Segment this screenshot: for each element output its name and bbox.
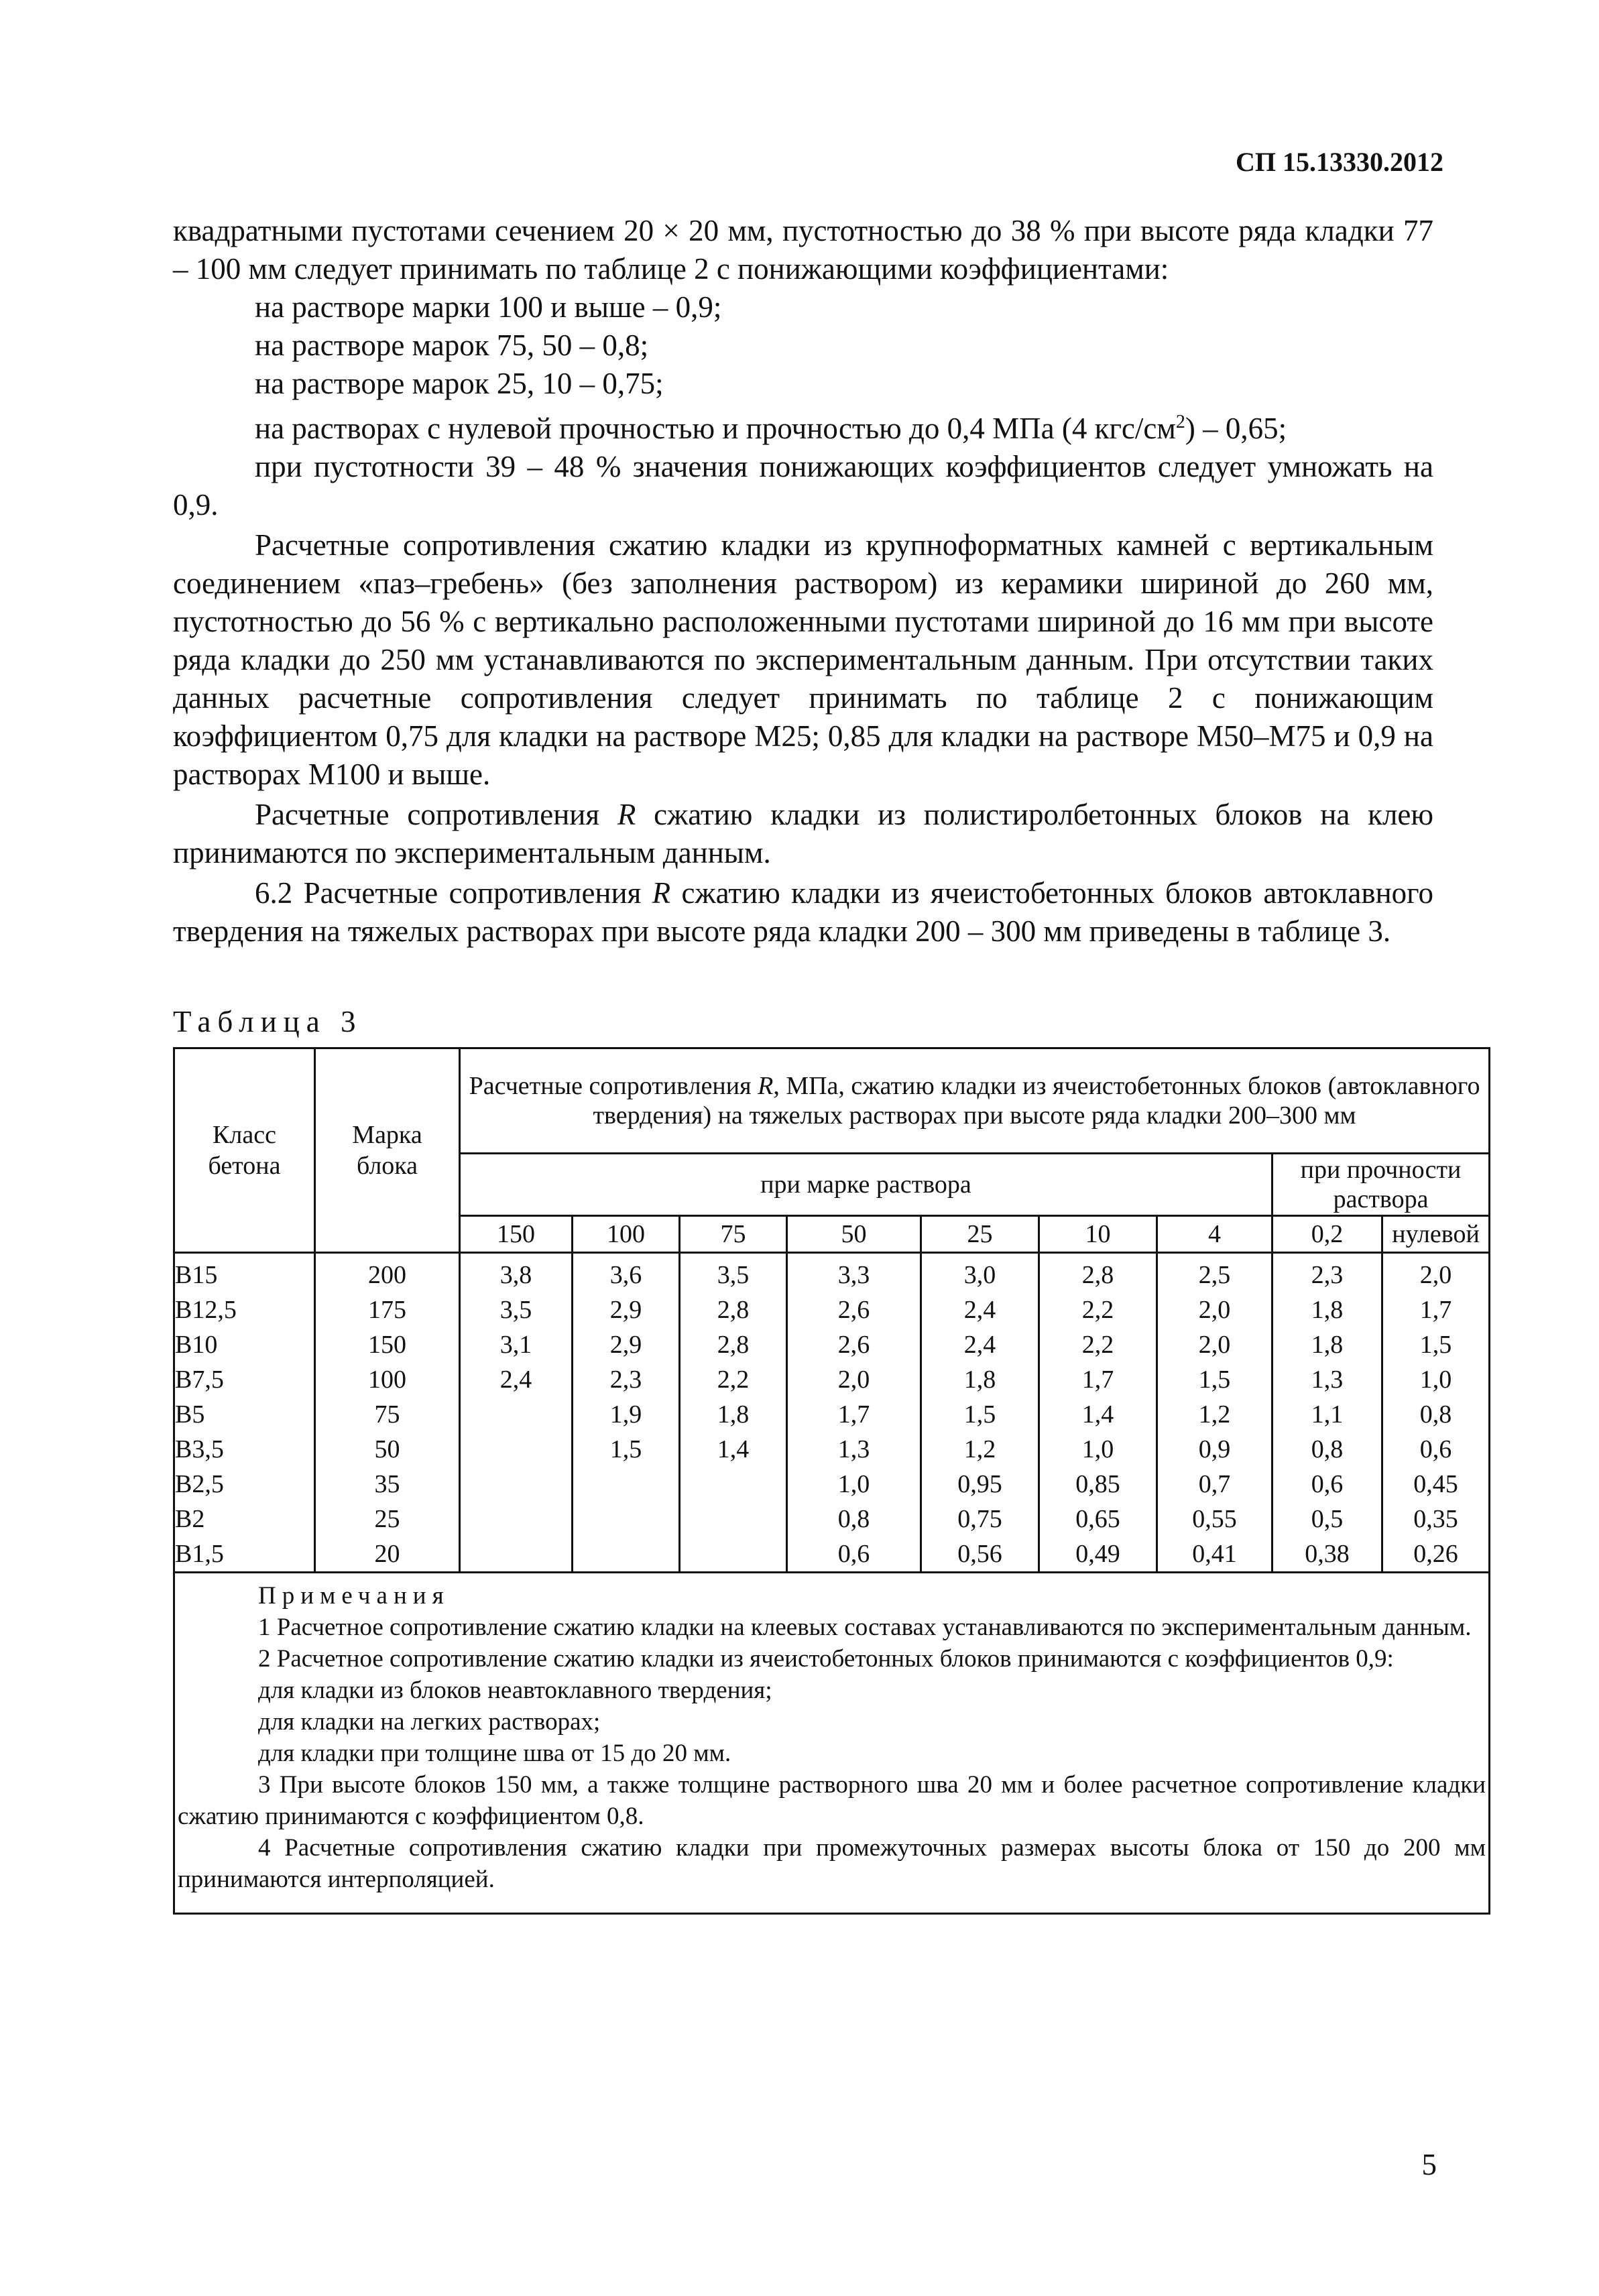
header-concrete-class: Класс бетона — [174, 1048, 315, 1253]
sub-header: 75 — [680, 1216, 787, 1253]
cell-resistance-value: 2,0 — [787, 1362, 921, 1397]
cell-concrete-class: В5 — [174, 1397, 315, 1432]
cell-resistance-value: 2,2 — [1039, 1292, 1157, 1327]
cell-block-mark: 20 — [315, 1536, 460, 1573]
cell-resistance-value: 0,35 — [1382, 1502, 1490, 1536]
coefficient-item-2: на растворе марок 75, 50 – 0,8; — [255, 328, 649, 362]
cell-resistance-value: 0,85 — [1039, 1467, 1157, 1502]
sub-header: 25 — [921, 1216, 1039, 1253]
cell-resistance-value: 1,0 — [1039, 1432, 1157, 1467]
cell-resistance-value: 3,3 — [787, 1253, 921, 1293]
cell-resistance-value: 2,4 — [921, 1292, 1039, 1327]
paragraph-3-end: сжатию кладки из полистиролбетонных блоков на клею принимаются по экспериментальным данным. — [173, 798, 1433, 869]
cell-resistance-value: 2,8 — [1039, 1253, 1157, 1293]
table-row — [174, 1362, 1490, 1397]
cell-resistance-value: 0,8 — [1382, 1397, 1490, 1432]
cell-resistance-value: 2,6 — [787, 1327, 921, 1362]
cell-resistance-value — [573, 1502, 680, 1536]
table-row — [174, 1292, 1490, 1327]
cell-resistance-value: 1,7 — [1039, 1362, 1157, 1397]
note-2: 2 Расчетное сопротивление сжатию кладки из ячеистобетонных блоков принимаются с коэффициентов 0,9: — [258, 1645, 1394, 1673]
cell-resistance-value: 2,5 — [1157, 1253, 1272, 1293]
cell-resistance-value: 0,8 — [1272, 1432, 1382, 1467]
paragraph-1: квадратными пустотами сечением 20 × 20 мм, пустотностью до 38 % при высоте ряда кладки 77 – 100 мм следует принимать по таблице 2 с понижающими коэффициентами: — [173, 214, 1433, 286]
cell-resistance-value: 0,49 — [1039, 1536, 1157, 1573]
cell-concrete-class: В2,5 — [174, 1467, 315, 1502]
cell-concrete-class: В7,5 — [174, 1362, 315, 1397]
cell-block-mark: 35 — [315, 1467, 460, 1502]
superscript: 2 — [1175, 412, 1185, 432]
cell-resistance-value: 2,3 — [573, 1362, 680, 1397]
cell-resistance-value: 0,6 — [787, 1536, 921, 1573]
cell-resistance-value: 0,65 — [1039, 1502, 1157, 1536]
cell-resistance-value: 1,3 — [787, 1432, 921, 1467]
cell-resistance-value — [680, 1502, 787, 1536]
cell-concrete-class: В10 — [174, 1327, 315, 1362]
cell-resistance-value: 2,6 — [787, 1292, 921, 1327]
cell-resistance-value: 0,26 — [1382, 1536, 1490, 1573]
document-code: СП 15.13330.2012 — [1236, 147, 1443, 177]
cell-resistance-value: 2,9 — [573, 1292, 680, 1327]
cell-resistance-value: 0,5 — [1272, 1502, 1382, 1536]
table-row — [174, 1536, 1490, 1573]
cell-resistance-value: 3,8 — [460, 1253, 573, 1293]
cell-resistance-value: 2,8 — [680, 1292, 787, 1327]
cell-resistance-value: 1,5 — [1157, 1362, 1272, 1397]
header-resistance-end: , МПа, сжатию кладки из ячеистобетонных блоков (автоклавного твердения) на тяжелых растворах при высоте ряда кладки 200–300 мм — [593, 1072, 1480, 1130]
note-2-item: для кладки на легких растворах; — [258, 1708, 601, 1736]
header-mortar-strength: при прочности раствора — [1272, 1154, 1490, 1216]
cell-resistance-value: 2,9 — [573, 1327, 680, 1362]
table-label: Таблица 3 — [173, 1005, 363, 1038]
cell-resistance-value: 0,56 — [921, 1536, 1039, 1573]
cell-resistance-value: 1,8 — [680, 1397, 787, 1432]
paragraph-3 — [173, 796, 1433, 872]
cell-resistance-value: 0,9 — [1157, 1432, 1272, 1467]
cell-block-mark: 25 — [315, 1502, 460, 1536]
cell-resistance-value: 0,6 — [1272, 1467, 1382, 1502]
notes-title: Примечания — [258, 1582, 450, 1610]
cell-resistance-value: 1,1 — [1272, 1397, 1382, 1432]
sub-header: 10 — [1039, 1216, 1157, 1253]
cell-resistance-value: 3,5 — [680, 1253, 787, 1293]
cell-block-mark: 150 — [315, 1327, 460, 1362]
cell-resistance-value — [460, 1467, 573, 1502]
cell-concrete-class: В2 — [174, 1502, 315, 1536]
cell-resistance-value: 0,75 — [921, 1502, 1039, 1536]
cell-resistance-value: 3,0 — [921, 1253, 1039, 1293]
page-number: 5 — [1421, 2148, 1437, 2181]
sub-header: нулевой — [1382, 1216, 1490, 1253]
cell-resistance-value: 1,2 — [921, 1432, 1039, 1467]
table-notes — [174, 1573, 1490, 1914]
coefficient-item-4-tail: ) – 0,65; — [1185, 412, 1287, 445]
cell-resistance-value: 1,4 — [680, 1432, 787, 1467]
note-1: 1 Расчетное сопротивление сжатию кладки на клеевых составах устанавливаются по экспериментальным данным. — [258, 1614, 1472, 1641]
cell-resistance-value: 1,7 — [787, 1397, 921, 1432]
paragraph-3-start: Расчетные сопротивления — [255, 798, 617, 831]
paragraph-4-start: 6.2 Расчетные сопротивления — [255, 876, 652, 910]
table-row — [174, 1397, 1490, 1432]
cell-resistance-value: 1,2 — [1157, 1397, 1272, 1432]
cell-resistance-value: 2,3 — [1272, 1253, 1382, 1293]
cell-resistance-value — [573, 1536, 680, 1573]
cell-concrete-class: В15 — [174, 1253, 315, 1293]
cell-resistance-value — [460, 1502, 573, 1536]
note-2-item: для кладки при толщине шва от 15 до 20 мм. — [258, 1740, 731, 1767]
cell-resistance-value: 2,2 — [1039, 1327, 1157, 1362]
cell-resistance-value: 0,38 — [1272, 1536, 1382, 1573]
table-row — [174, 1467, 1490, 1502]
cell-resistance-value — [460, 1536, 573, 1573]
header-mortar-grade: при марке раствора — [460, 1154, 1272, 1216]
symbol-r: R — [617, 798, 636, 831]
symbol-r: R — [758, 1072, 774, 1100]
coefficient-item-5: при пустотности 39 – 48 % значения понижающих коэффициентов следует умножать на 0,9. — [173, 450, 1433, 522]
cell-concrete-class: В1,5 — [174, 1536, 315, 1573]
cell-resistance-value: 1,0 — [787, 1467, 921, 1502]
cell-resistance-value: 1,8 — [1272, 1327, 1382, 1362]
body-text — [173, 212, 1433, 951]
header-resistance — [460, 1048, 1490, 1154]
coefficient-item-4-text: на растворах с нулевой прочностью и прочностью до 0,4 МПа (4 кгс/см — [255, 412, 1176, 445]
cell-block-mark: 200 — [315, 1253, 460, 1293]
coefficient-item-3: на растворе марок 25, 10 – 0,75; — [255, 367, 664, 400]
cell-resistance-value: 1,0 — [1382, 1362, 1490, 1397]
table-3 — [173, 1047, 1490, 1915]
coefficient-item-4 — [173, 403, 1433, 448]
cell-resistance-value — [680, 1536, 787, 1573]
note-2-item: для кладки из блоков неавтоклавного твердения; — [258, 1677, 772, 1704]
symbol-r: R — [652, 876, 671, 910]
cell-resistance-value — [680, 1467, 787, 1502]
cell-resistance-value: 1,9 — [573, 1397, 680, 1432]
cell-resistance-value: 2,0 — [1382, 1253, 1490, 1293]
cell-resistance-value — [460, 1397, 573, 1432]
table-row — [174, 1327, 1490, 1362]
cell-resistance-value: 2,4 — [921, 1327, 1039, 1362]
sub-header: 4 — [1157, 1216, 1272, 1253]
cell-concrete-class: В3,5 — [174, 1432, 315, 1467]
table-row — [174, 1502, 1490, 1536]
cell-resistance-value: 1,7 — [1382, 1292, 1490, 1327]
sub-header: 150 — [460, 1216, 573, 1253]
coefficient-item-1: на растворе марки 100 и выше – 0,9; — [255, 290, 722, 324]
note-4: 4 Расчетные сопротивления сжатию кладки при промежуточных размерах высоты блока от 150 до 200 мм принимаются интерполяцией. — [178, 1834, 1486, 1893]
sub-header: 0,2 — [1272, 1216, 1382, 1253]
cell-resistance-value: 2,2 — [680, 1362, 787, 1397]
cell-block-mark: 75 — [315, 1397, 460, 1432]
cell-block-mark: 175 — [315, 1292, 460, 1327]
sub-header: 100 — [573, 1216, 680, 1253]
cell-resistance-value: 0,7 — [1157, 1467, 1272, 1502]
table-body — [174, 1253, 1490, 1573]
header-block-mark: Марка блока — [315, 1048, 460, 1253]
cell-resistance-value: 0,55 — [1157, 1502, 1272, 1536]
paragraph-2: Расчетные сопротивления сжатию кладки из крупноформатных камней с вертикальным соединением «паз–гребень» (без заполнения раствором) из керамики шириной до 260 мм, пустотностью до 56 % с вертикально расположенными пустотами шириной до 16 мм при высоте ряда кладки до 250 мм устанавливаются по экспериментальным данным. При отсутствии таких данных расчетные сопротивления следует принимать по таблице 2 с понижающим коэффициентом 0,75 для кладки на растворе М25; 0,85 для кладки на растворе М50–М75 и 0,9 на растворах М100 и выше. — [173, 528, 1433, 791]
cell-resistance-value: 2,0 — [1157, 1292, 1272, 1327]
cell-resistance-value: 2,8 — [680, 1327, 787, 1362]
cell-resistance-value: 2,0 — [1157, 1327, 1272, 1362]
cell-resistance-value — [573, 1467, 680, 1502]
cell-resistance-value: 1,4 — [1039, 1397, 1157, 1432]
cell-resistance-value: 0,8 — [787, 1502, 921, 1536]
cell-resistance-value: 0,6 — [1382, 1432, 1490, 1467]
cell-resistance-value: 0,41 — [1157, 1536, 1272, 1573]
table-row — [174, 1253, 1490, 1293]
cell-resistance-value: 3,6 — [573, 1253, 680, 1293]
header-resistance-start: Расчетные сопротивления — [469, 1072, 758, 1100]
cell-resistance-value: 1,5 — [921, 1397, 1039, 1432]
cell-resistance-value: 3,1 — [460, 1327, 573, 1362]
cell-resistance-value: 1,8 — [1272, 1292, 1382, 1327]
cell-resistance-value: 0,95 — [921, 1467, 1039, 1502]
cell-resistance-value: 0,45 — [1382, 1467, 1490, 1502]
cell-resistance-value: 1,5 — [1382, 1327, 1490, 1362]
table-row — [174, 1432, 1490, 1467]
cell-block-mark: 100 — [315, 1362, 460, 1397]
cell-resistance-value: 1,5 — [573, 1432, 680, 1467]
note-3: 3 При высоте блоков 150 мм, а также толщине растворного шва 20 мм и более расчетное сопротивление кладки сжатию принимаются с коэффициентом 0,8. — [178, 1771, 1486, 1830]
paragraph-4-end: сжатию кладки из ячеистобетонных блоков автоклавного твердения на тяжелых растворах при высоте ряда кладки 200 – 300 мм приведены в таблице 3. — [173, 876, 1434, 948]
cell-concrete-class: В12,5 — [174, 1292, 315, 1327]
cell-resistance-value — [460, 1432, 573, 1467]
cell-resistance-value: 2,4 — [460, 1362, 573, 1397]
cell-block-mark: 50 — [315, 1432, 460, 1467]
paragraph-4 — [173, 874, 1433, 951]
sub-header: 50 — [787, 1216, 921, 1253]
cell-resistance-value: 3,5 — [460, 1292, 573, 1327]
cell-resistance-value: 1,8 — [921, 1362, 1039, 1397]
cell-resistance-value: 1,3 — [1272, 1362, 1382, 1397]
